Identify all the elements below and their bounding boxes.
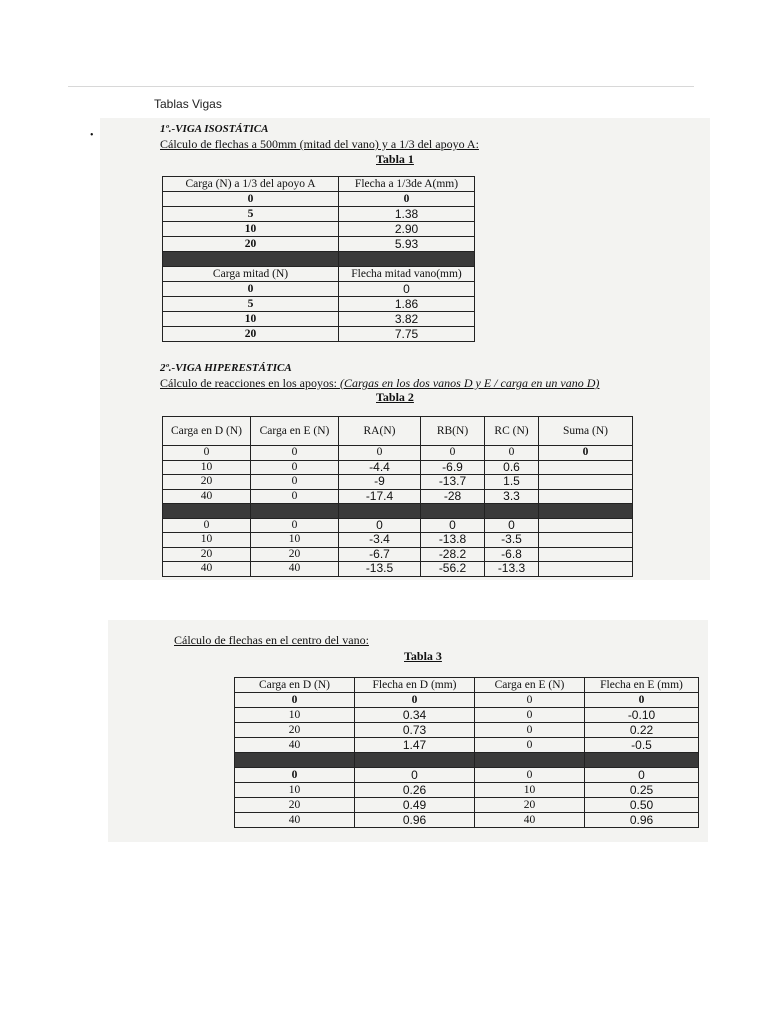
- cell: 0: [585, 693, 699, 708]
- cell: 0: [485, 446, 539, 461]
- table-row: [163, 207, 475, 222]
- table-row: [163, 446, 633, 461]
- table-row: [235, 708, 699, 723]
- cell: 0: [163, 282, 339, 297]
- section1-title: 1º.-VIGA ISOSTÁTICA: [160, 123, 269, 135]
- table-row: [163, 297, 475, 312]
- table-header-row: [163, 177, 475, 192]
- cell: 0: [355, 768, 475, 783]
- cell: 0: [485, 518, 539, 533]
- cell: 2.90: [339, 222, 475, 237]
- cell: 40: [235, 813, 355, 828]
- cell: 0: [251, 475, 339, 490]
- cell: -3.5: [485, 533, 539, 548]
- cell: 40: [475, 813, 585, 828]
- cell: 20: [163, 475, 251, 490]
- cell: 0.25: [585, 783, 699, 798]
- cell: 10: [163, 222, 339, 237]
- cell: 0.49: [355, 798, 475, 813]
- cell: 20: [163, 327, 339, 342]
- table-row: [163, 460, 633, 475]
- cell: [539, 533, 633, 548]
- cell: -9: [339, 475, 421, 490]
- cell: 40: [163, 562, 251, 577]
- cell: 3.82: [339, 312, 475, 327]
- table-header-row: [235, 678, 699, 693]
- cell: [539, 562, 633, 577]
- tabla1: [162, 176, 475, 342]
- cell: 0: [339, 282, 475, 297]
- table-row: [163, 222, 475, 237]
- table-row: [235, 738, 699, 753]
- cell: 10: [163, 312, 339, 327]
- cell: -6.8: [485, 547, 539, 562]
- cell: -13.7: [421, 475, 485, 490]
- cell: 20: [163, 237, 339, 252]
- cell: 0: [421, 446, 485, 461]
- cell: 20: [235, 798, 355, 813]
- section1-subtitle: Cálculo de flechas a 500mm (mitad del vano) y a 1/3 del apoyo A:: [160, 137, 479, 151]
- cell: -3.4: [339, 533, 421, 548]
- column-header: Flecha mitad vano(mm): [339, 267, 475, 282]
- column-header: Carga mitad (N): [163, 267, 339, 282]
- bullet-mark: •: [90, 130, 94, 141]
- cell: 1.5: [485, 475, 539, 490]
- cell: 0: [475, 693, 585, 708]
- cell: 20: [475, 798, 585, 813]
- column-header: Flecha en E (mm): [585, 678, 699, 693]
- column-header: Flecha a 1/3de A(mm): [339, 177, 475, 192]
- cell: -13.8: [421, 533, 485, 548]
- separator-row: [163, 504, 633, 519]
- cell: 0: [475, 768, 585, 783]
- table-row: [163, 547, 633, 562]
- cell: 20: [251, 547, 339, 562]
- cell: 0: [163, 518, 251, 533]
- cell: 5.93: [339, 237, 475, 252]
- cell: 0.26: [355, 783, 475, 798]
- cell: 0: [235, 768, 355, 783]
- cell: 10: [475, 783, 585, 798]
- cell: 5: [163, 207, 339, 222]
- column-header: Carga en D (N): [163, 417, 251, 446]
- cell: -56.2: [421, 562, 485, 577]
- table-row: [163, 518, 633, 533]
- cell: 0: [163, 446, 251, 461]
- table-row: [235, 693, 699, 708]
- cell: [539, 518, 633, 533]
- section3-subtitle: Cálculo de flechas en el centro del vano:: [174, 633, 369, 647]
- table-row: [235, 768, 699, 783]
- table-row: [163, 562, 633, 577]
- cell: 0: [251, 518, 339, 533]
- table-header-row: [163, 267, 475, 282]
- cell: 0.6: [485, 460, 539, 475]
- cell: 0: [339, 192, 475, 207]
- cell: -6.7: [339, 547, 421, 562]
- tabla1-caption: Tabla 1: [376, 152, 414, 166]
- cell: 0: [475, 738, 585, 753]
- cell: 0: [421, 518, 485, 533]
- table-row: [235, 813, 699, 828]
- column-header: Carga (N) a 1/3 del apoyo A: [163, 177, 339, 192]
- cell: -13.5: [339, 562, 421, 577]
- cell: 20: [163, 547, 251, 562]
- cell: 0.73: [355, 723, 475, 738]
- cell: 10: [251, 533, 339, 548]
- tabla2-caption: Tabla 2: [376, 390, 414, 404]
- cell: 0: [251, 489, 339, 504]
- cell: 10: [235, 783, 355, 798]
- cell: 0.34: [355, 708, 475, 723]
- cell: 40: [235, 738, 355, 753]
- cell: 0.50: [585, 798, 699, 813]
- tabla2: [162, 416, 633, 577]
- column-header: RC (N): [485, 417, 539, 446]
- cell: [539, 547, 633, 562]
- cell: [539, 489, 633, 504]
- cell: 0: [339, 518, 421, 533]
- table-row: [235, 723, 699, 738]
- page-divider: [68, 86, 694, 87]
- cell: -6.9: [421, 460, 485, 475]
- cell: 1.47: [355, 738, 475, 753]
- cell: 10: [163, 533, 251, 548]
- column-header: Flecha en D (mm): [355, 678, 475, 693]
- separator-row: [235, 753, 699, 768]
- table-header-row: [163, 417, 633, 446]
- page-heading: Tablas Vigas: [154, 97, 222, 111]
- table-row: [163, 533, 633, 548]
- cell: -13.3: [485, 562, 539, 577]
- tabla3: [234, 677, 699, 828]
- table-row: [163, 282, 475, 297]
- section2-subtitle: [160, 376, 599, 391]
- table-row: [163, 312, 475, 327]
- cell: 0: [355, 693, 475, 708]
- cell: 40: [163, 489, 251, 504]
- column-header: Suma (N): [539, 417, 633, 446]
- cell: -0.10: [585, 708, 699, 723]
- column-header: Carga en E (N): [475, 678, 585, 693]
- cell: 20: [235, 723, 355, 738]
- cell: 10: [235, 708, 355, 723]
- cell: 10: [163, 460, 251, 475]
- cell: 0: [339, 446, 421, 461]
- cell: -4.4: [339, 460, 421, 475]
- column-header: Carga en D (N): [235, 678, 355, 693]
- cell: 0: [235, 693, 355, 708]
- cell: -0.5: [585, 738, 699, 753]
- section2-subtitle-plain: Cálculo de reacciones en los apoyos:: [160, 376, 340, 390]
- cell: 7.75: [339, 327, 475, 342]
- table-row: [235, 798, 699, 813]
- cell: 1.86: [339, 297, 475, 312]
- cell: 0: [539, 446, 633, 461]
- cell: 0: [163, 192, 339, 207]
- cell: 3.3: [485, 489, 539, 504]
- cell: -28.2: [421, 547, 485, 562]
- cell: 5: [163, 297, 339, 312]
- section2-subtitle-italic: (Cargas en los dos vanos D y E / carga en un vano D): [339, 376, 600, 390]
- table-row: [235, 783, 699, 798]
- cell: 0.96: [355, 813, 475, 828]
- cell: -17.4: [339, 489, 421, 504]
- cell: 0: [251, 446, 339, 461]
- section2-title: 2º.-VIGA HIPERESTÁTICA: [160, 362, 292, 374]
- column-header: RA(N): [339, 417, 421, 446]
- cell: 1.38: [339, 207, 475, 222]
- separator-row: [163, 252, 475, 267]
- column-header: Carga en E (N): [251, 417, 339, 446]
- cell: 0: [585, 768, 699, 783]
- table-row: [163, 327, 475, 342]
- table-row: [163, 489, 633, 504]
- cell: 40: [251, 562, 339, 577]
- tabla3-caption: Tabla 3: [404, 649, 442, 663]
- table-row: [163, 237, 475, 252]
- cell: 0.96: [585, 813, 699, 828]
- table-row: [163, 475, 633, 490]
- cell: 0.22: [585, 723, 699, 738]
- table-row: [163, 192, 475, 207]
- cell: 0: [251, 460, 339, 475]
- column-header: RB(N): [421, 417, 485, 446]
- cell: 0: [475, 708, 585, 723]
- cell: 0: [475, 723, 585, 738]
- cell: -28: [421, 489, 485, 504]
- cell: [539, 475, 633, 490]
- cell: [539, 460, 633, 475]
